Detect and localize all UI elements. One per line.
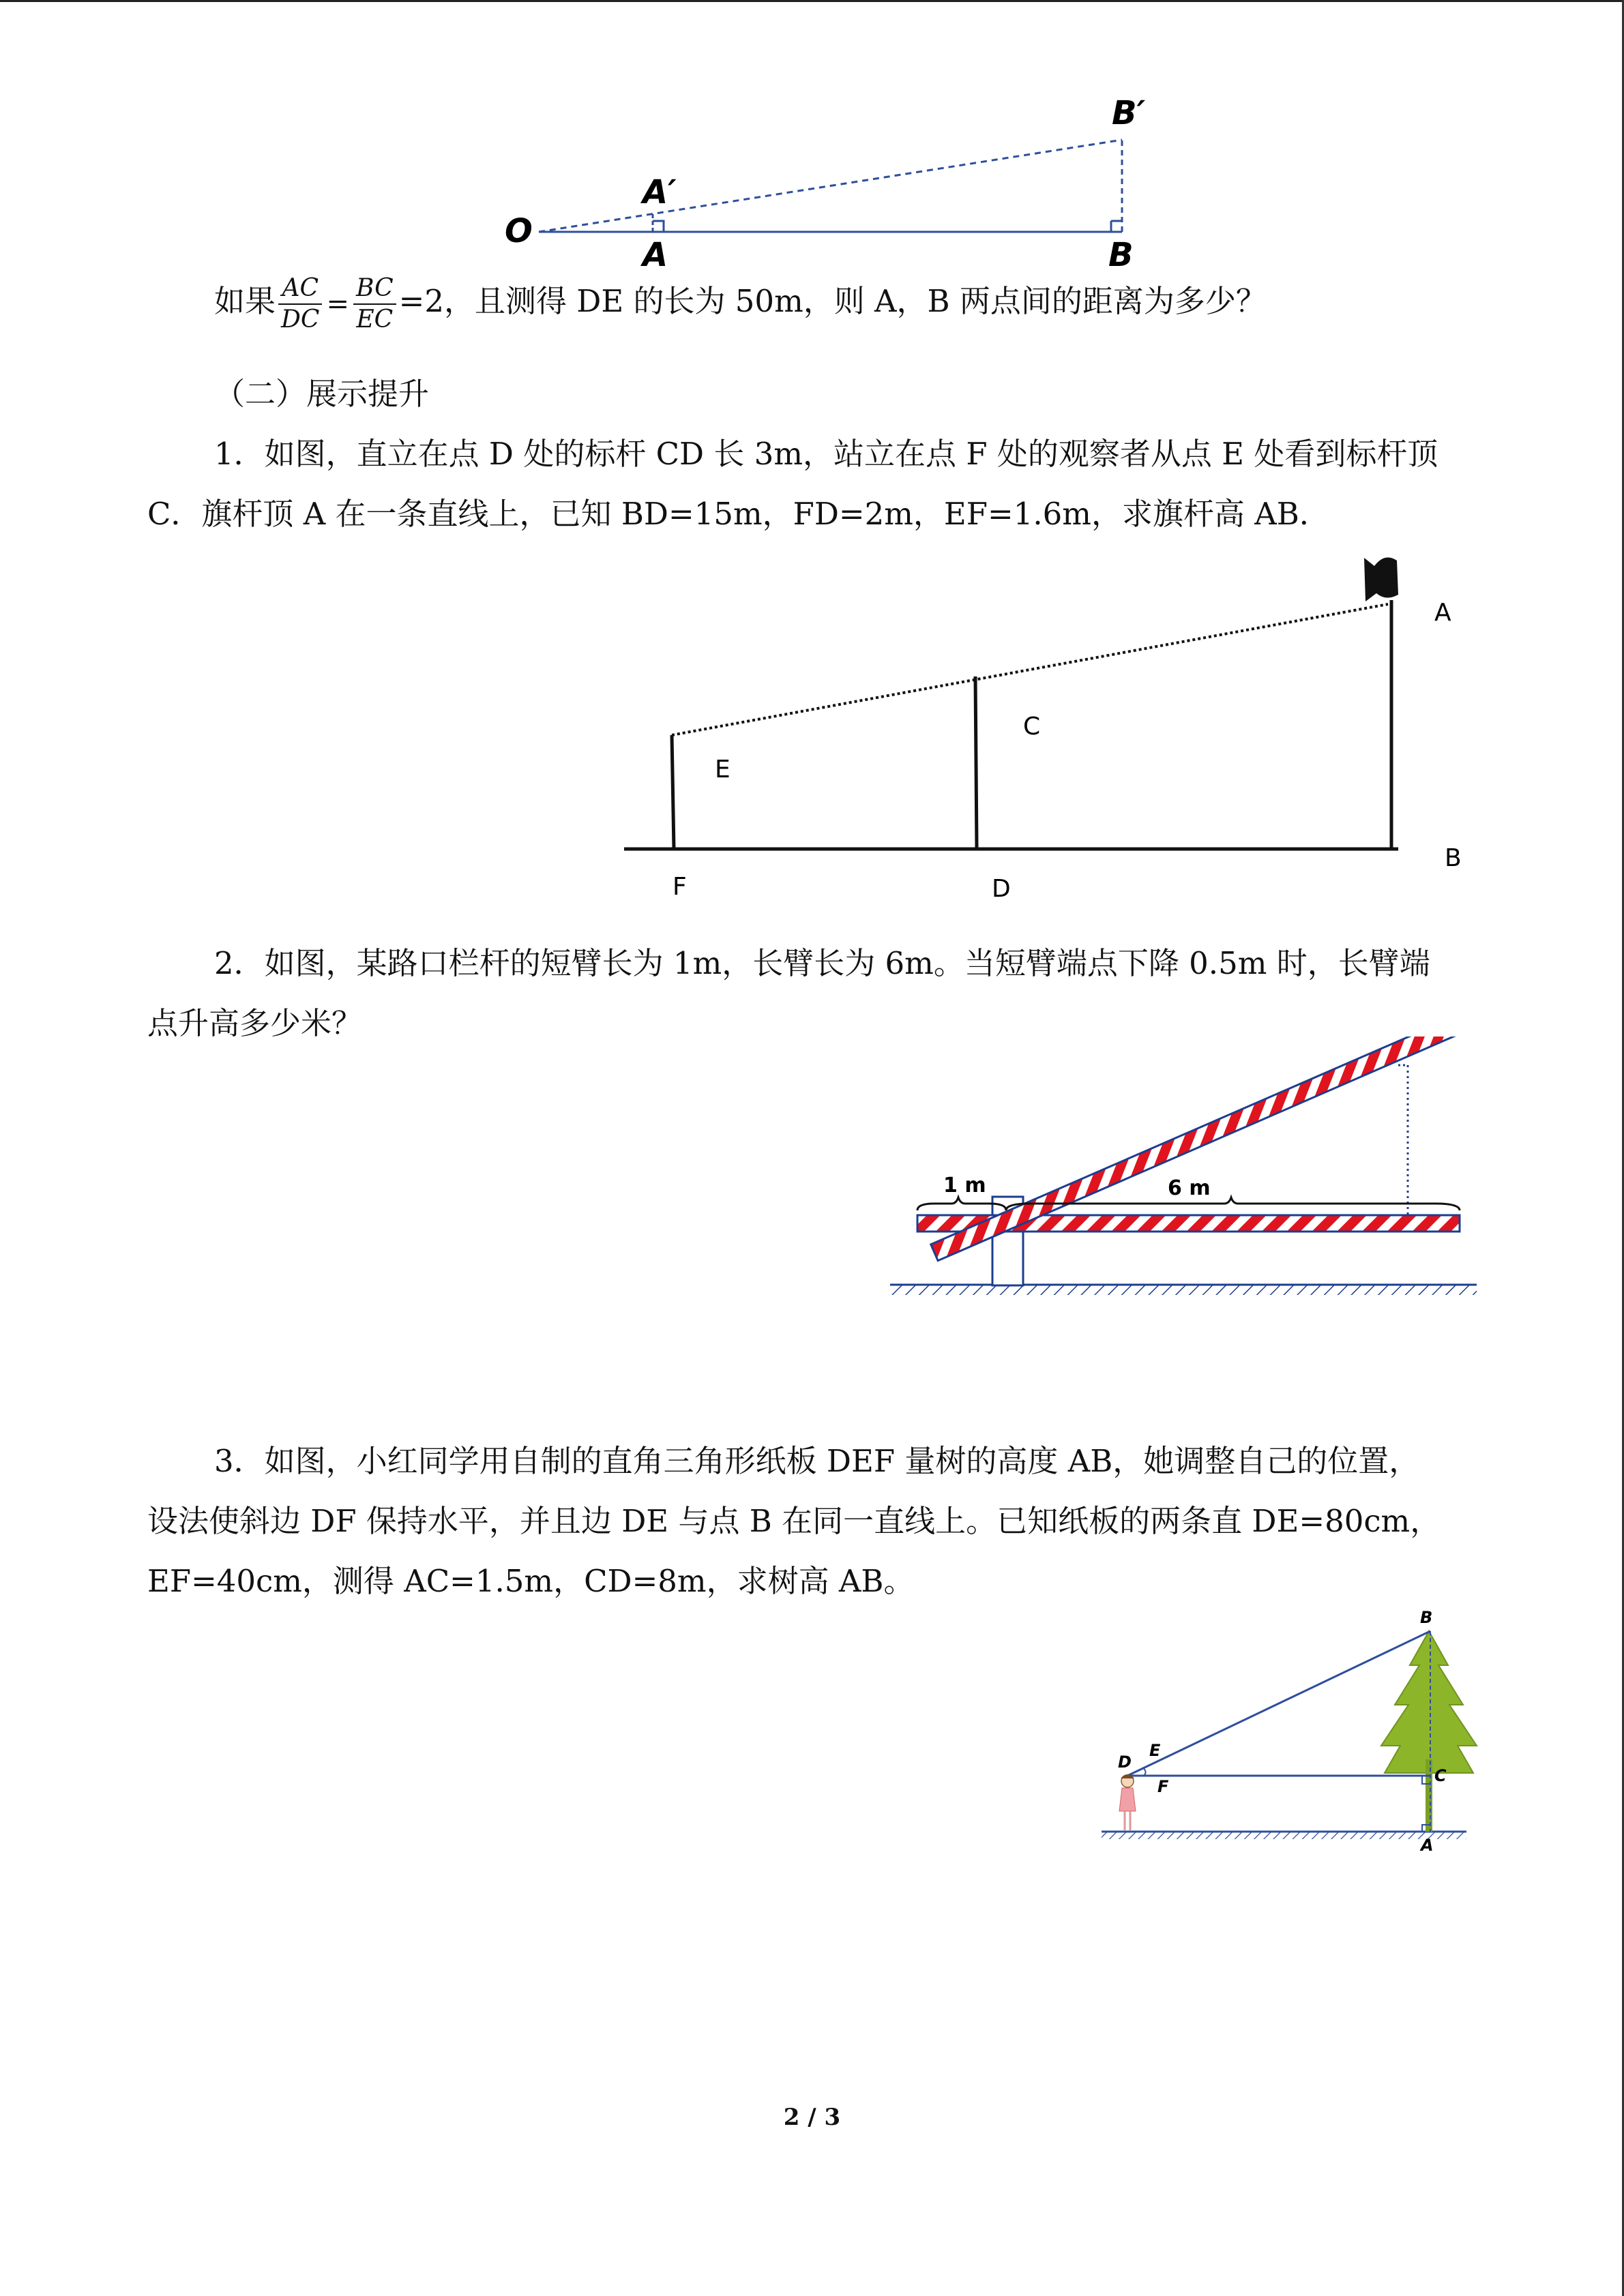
problem1-line1: 1．如图，直立在点 D 处的标杆 CD 长 3m，站立在点 F 处的观察者从点 E 处看到标杆顶 <box>214 436 1438 472</box>
fig3-label-F: F <box>1157 1777 1169 1796</box>
fig1-label-B: B <box>1445 844 1462 872</box>
angle-arc-D <box>1142 1768 1146 1776</box>
fig1-label-F: F <box>673 873 687 901</box>
sight-line-DB <box>1127 1631 1430 1776</box>
fraction-bc-ec: $\frac{BC}{EC}$ <box>353 273 396 335</box>
fig1-label-C: C <box>1023 713 1041 741</box>
top-border <box>0 0 1624 2</box>
right-angle-mark-A <box>653 221 664 232</box>
observer-EF <box>672 735 674 849</box>
label-O: O <box>505 212 533 250</box>
tree-icon <box>1381 1631 1477 1832</box>
problem3-line3: EF=40cm，测得 AC=1.5m，CD=8m，求树高 AB。 <box>147 1563 915 1599</box>
ratio-question: 如果 $\frac{AC}{DC}$ = $\frac{BC}{EC}$ =2，且测得 DE 的长为 50m，则 A，B 两点间的距离为多少？ <box>214 273 1267 333</box>
figure-flagpole <box>614 546 1494 914</box>
problem2-line1: 2．如图，某路口栏杆的短臂长为 1m，长臂长为 6m。当短臂端点下降 0.5m 时，长臂端 <box>214 945 1430 981</box>
fraction-ac-dc: $\frac{AC}{DC}$ <box>278 273 322 335</box>
problem2-line2: 点升高多少米？ <box>147 1005 363 1041</box>
fig1-label-D: D <box>992 875 1011 903</box>
ground-hatch <box>1102 1832 1466 1839</box>
label-A: A <box>643 236 668 274</box>
fig3-label-B: B <box>1420 1608 1433 1627</box>
fig1-label-A: A <box>1434 599 1451 627</box>
figure-similar-triangles <box>491 89 1160 280</box>
fig3-label-E: E <box>1149 1741 1161 1760</box>
pole-CD <box>975 676 977 849</box>
figure-road-barrier <box>880 1037 1494 1309</box>
label-long-arm: 6 m <box>1168 1176 1211 1200</box>
ratio-suffix: =2，且测得 DE 的长为 50m，则 A，B 两点间的距离为多少？ <box>398 283 1267 319</box>
label-A-prime: A′ <box>643 173 677 211</box>
problem1-line2: C．旗杆顶 A 在一条直线上，已知 BD=15m，FD=2m，EF=1.6m，求旗杆高 AB． <box>147 496 1330 532</box>
ground-hatch <box>890 1285 1477 1295</box>
dashed-line-OB-prime <box>539 140 1122 232</box>
girl-icon <box>1119 1774 1136 1830</box>
flag-icon <box>1364 558 1398 602</box>
fig3-label-C: C <box>1434 1766 1447 1785</box>
label-short-arm: 1 m <box>943 1174 986 1197</box>
figure-tree-measure <box>1095 1602 1490 1868</box>
label-B-prime: B′ <box>1112 94 1146 132</box>
page-number: 2 / 3 <box>783 2104 841 2131</box>
problem3-line1: 3．如图，小红同学用自制的直角三角形纸板 DEF 量树的高度 AB，她调整自己的位置， <box>214 1443 1420 1479</box>
label-B: B <box>1108 236 1134 274</box>
problem3-line2: 设法使斜边 DF 保持水平，并且边 DE 与点 B 在同一直线上。已知纸板的两条直 DE=80cm， <box>147 1503 1441 1539</box>
ratio-prefix: 如果 <box>214 283 276 319</box>
fig3-label-A: A <box>1421 1836 1434 1855</box>
fig1-label-E: E <box>715 756 730 784</box>
section-title: （二）展示提升 <box>214 376 430 412</box>
fig3-label-D: D <box>1118 1753 1132 1772</box>
